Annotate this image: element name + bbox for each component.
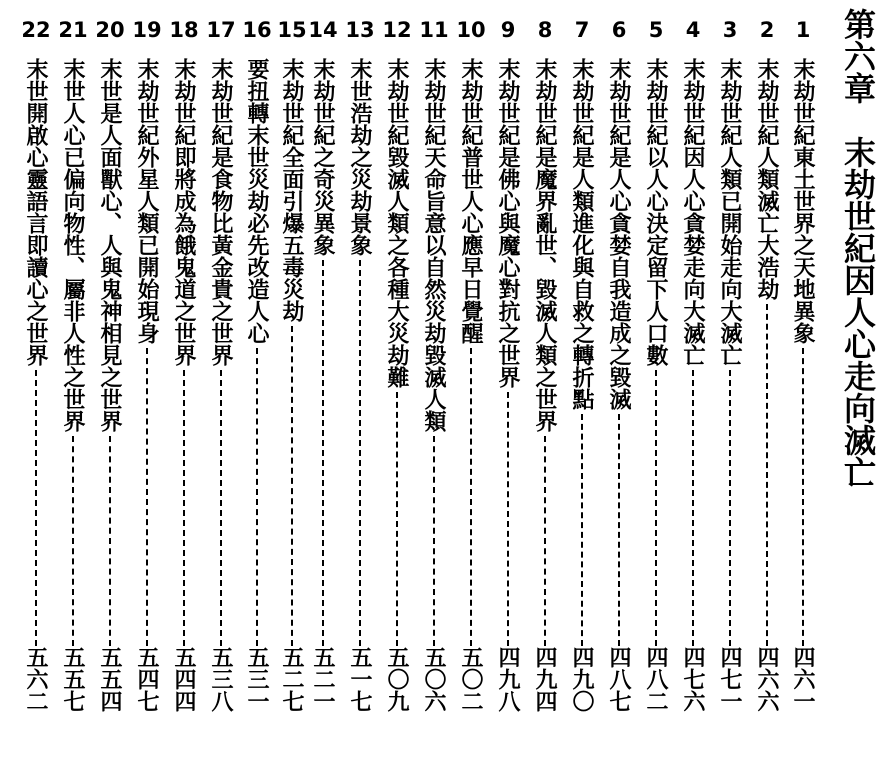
entry-title: 末劫世紀以人心決定留下人口數 — [643, 58, 669, 366]
toc-entry — [784, 18, 822, 718]
entry-page-number — [341, 646, 379, 712]
toc-entry — [600, 18, 638, 718]
entry-page-number — [452, 646, 490, 712]
toc-entry — [17, 18, 55, 718]
entry-title: 末劫世紀是魔界亂世、毀滅人類之世界 — [532, 58, 558, 432]
entry-title: 末劫世紀天命旨意以自然災劫毀滅人類 — [421, 58, 447, 432]
entry-number: 15 — [277, 18, 307, 42]
entry-number: 2 — [759, 18, 775, 42]
entry-page-text: 五三一 — [244, 646, 270, 712]
toc-entry — [489, 18, 527, 718]
dot-leader — [72, 436, 74, 646]
dot-leader — [692, 370, 694, 646]
entry-number: 22 — [21, 18, 51, 42]
entry-title-column — [748, 58, 786, 648]
entry-page-text: 四六六 — [754, 646, 780, 712]
entry-page-text: 五一七 — [347, 646, 373, 712]
entry-page-number — [128, 646, 166, 712]
entry-number: 3 — [722, 18, 738, 42]
toc-entry — [128, 18, 166, 718]
entry-title-column — [600, 58, 638, 648]
entry-title-column — [563, 58, 601, 648]
entry-title: 末劫世紀是佛心與魔心對抗之世界 — [495, 58, 521, 388]
entry-title: 末世人心已偏向物性、屬非人性之世界 — [60, 58, 86, 432]
entry-title: 末劫世紀外星人類已開始現身 — [134, 58, 160, 344]
dot-leader — [359, 260, 361, 646]
entry-page-text: 四七六 — [680, 646, 706, 712]
dot-leader — [470, 348, 472, 646]
toc-entry — [91, 18, 129, 718]
toc-entry — [748, 18, 786, 718]
entry-number: 6 — [611, 18, 627, 42]
dot-leader — [291, 326, 293, 646]
entry-page-text: 四九八 — [495, 646, 521, 712]
entry-title-column — [341, 58, 379, 648]
entry-title-column — [91, 58, 129, 648]
toc-entry — [238, 18, 276, 718]
entry-title-column — [54, 58, 92, 648]
entry-title: 末劫世紀東土世界之天地異象 — [790, 58, 816, 344]
dot-leader — [220, 370, 222, 646]
entry-title-column — [378, 58, 416, 648]
entry-number: 11 — [419, 18, 449, 42]
entry-number: 21 — [58, 18, 88, 42]
entry-title-column — [711, 58, 749, 648]
entry-title: 要扭轉末世災劫必先改造人心 — [244, 58, 270, 344]
entry-page-number — [637, 646, 675, 712]
entry-page-number — [17, 646, 55, 712]
entry-title-column — [452, 58, 490, 648]
entry-page-text: 五六二 — [23, 646, 49, 712]
entry-page-number — [674, 646, 712, 712]
entry-page-number — [563, 646, 601, 712]
entry-page-text: 四七一 — [717, 646, 743, 712]
dot-leader — [322, 260, 324, 646]
toc-entry — [202, 18, 240, 718]
entry-number: 14 — [308, 18, 338, 42]
entry-number: 1 — [795, 18, 811, 42]
chapter-title: 第六章 末劫世紀因人心走向滅亡 — [839, 8, 877, 488]
dot-leader — [802, 348, 804, 646]
dot-leader — [729, 370, 731, 646]
entry-page-number — [273, 646, 311, 712]
entry-page-text: 五二一 — [310, 646, 336, 712]
entry-title: 末劫世紀人類已開始走向大滅亡 — [717, 58, 743, 366]
entry-page-number — [91, 646, 129, 712]
entry-page-number — [238, 646, 276, 712]
dot-leader — [507, 392, 509, 646]
entry-page-number — [489, 646, 527, 712]
entry-title: 末世是人面獸心、人與鬼神相見之世界 — [97, 58, 123, 432]
dot-leader — [146, 348, 148, 646]
entry-page-number — [54, 646, 92, 712]
entry-number: 5 — [648, 18, 664, 42]
entry-title: 末劫世紀之奇災異象 — [310, 58, 336, 256]
entry-title-column — [415, 58, 453, 648]
entry-title-column — [637, 58, 675, 648]
entry-page-text: 五四七 — [134, 646, 160, 712]
entry-title: 末劫世紀全面引爆五毒災劫 — [279, 58, 305, 322]
entry-number: 20 — [95, 18, 125, 42]
dot-leader — [618, 414, 620, 646]
dot-leader — [766, 304, 768, 646]
entry-number: 4 — [685, 18, 701, 42]
entry-title-column — [238, 58, 276, 648]
entry-number: 13 — [345, 18, 375, 42]
dot-leader — [396, 392, 398, 646]
entry-title-column — [165, 58, 203, 648]
dot-leader — [581, 414, 583, 646]
entry-title: 末劫世紀毀滅人類之各種大災劫難 — [384, 58, 410, 388]
entry-title: 末劫世紀是人類進化與自救之轉折點 — [569, 58, 595, 410]
entry-number: 7 — [574, 18, 590, 42]
toc-entry — [415, 18, 453, 718]
entry-title: 末劫世紀人類滅亡大浩劫 — [754, 58, 780, 300]
entry-page-text: 五〇六 — [421, 646, 447, 712]
entry-title-column — [273, 58, 311, 648]
dot-leader — [183, 370, 185, 646]
toc-entry — [452, 18, 490, 718]
entry-page-text: 五〇二 — [458, 646, 484, 712]
entry-page-text: 四八七 — [606, 646, 632, 712]
toc-entry — [165, 18, 203, 718]
entry-number: 17 — [206, 18, 236, 42]
entry-title: 末世開啟心靈語言即讀心之世界 — [23, 58, 49, 366]
entry-number: 8 — [537, 18, 553, 42]
entry-page-text: 五五四 — [97, 646, 123, 712]
entry-page-text: 五二七 — [279, 646, 305, 712]
toc-entry — [273, 18, 311, 718]
entry-page-number — [748, 646, 786, 712]
entry-title-column — [784, 58, 822, 648]
entry-page-text: 四九〇 — [569, 646, 595, 712]
entry-title-column — [128, 58, 166, 648]
dot-leader — [109, 436, 111, 646]
entry-title-column — [526, 58, 564, 648]
entry-page-number — [202, 646, 240, 712]
entry-title: 末劫世紀普世人心應早日覺醒 — [458, 58, 484, 344]
dot-leader — [433, 436, 435, 646]
entry-title: 末世浩劫之災劫景象 — [347, 58, 373, 256]
entry-title: 末劫世紀因人心貪婪走向大滅亡 — [680, 58, 706, 366]
entry-number: 10 — [456, 18, 486, 42]
entry-page-text: 五四四 — [171, 646, 197, 712]
entry-number: 18 — [169, 18, 199, 42]
entry-page-text: 四九四 — [532, 646, 558, 712]
entry-number: 9 — [500, 18, 516, 42]
entry-page-number — [711, 646, 749, 712]
toc-entry — [637, 18, 675, 718]
entry-title: 末劫世紀是食物比黃金貴之世界 — [208, 58, 234, 366]
toc-entry — [526, 18, 564, 718]
entry-number: 12 — [382, 18, 412, 42]
toc-entry — [378, 18, 416, 718]
entry-page-text: 五〇九 — [384, 646, 410, 712]
entry-page-text: 四八二 — [643, 646, 669, 712]
entry-title-column — [202, 58, 240, 648]
entry-page-text: 四六一 — [790, 646, 816, 712]
entry-page-number — [526, 646, 564, 712]
entry-number: 16 — [242, 18, 272, 42]
entry-title-column — [17, 58, 55, 648]
entry-page-number — [784, 646, 822, 712]
dot-leader — [655, 370, 657, 646]
entry-page-number — [415, 646, 453, 712]
entry-title-column — [674, 58, 712, 648]
dot-leader — [35, 370, 37, 646]
dot-leader — [256, 348, 258, 646]
entry-title: 末劫世紀是人心貪婪自我造成之毀滅 — [606, 58, 632, 410]
toc-entry — [674, 18, 712, 718]
entry-page-number — [165, 646, 203, 712]
entry-page-text: 五五七 — [60, 646, 86, 712]
toc-entry — [54, 18, 92, 718]
entry-number: 19 — [132, 18, 162, 42]
entry-page-number — [378, 646, 416, 712]
toc-entry — [341, 18, 379, 718]
entry-title: 末劫世紀即將成為餓鬼道之世界 — [171, 58, 197, 366]
dot-leader — [544, 436, 546, 646]
entry-page-text: 五三八 — [208, 646, 234, 712]
toc-entry — [563, 18, 601, 718]
toc-entry — [711, 18, 749, 718]
entry-title-column — [489, 58, 527, 648]
entry-page-number — [600, 646, 638, 712]
